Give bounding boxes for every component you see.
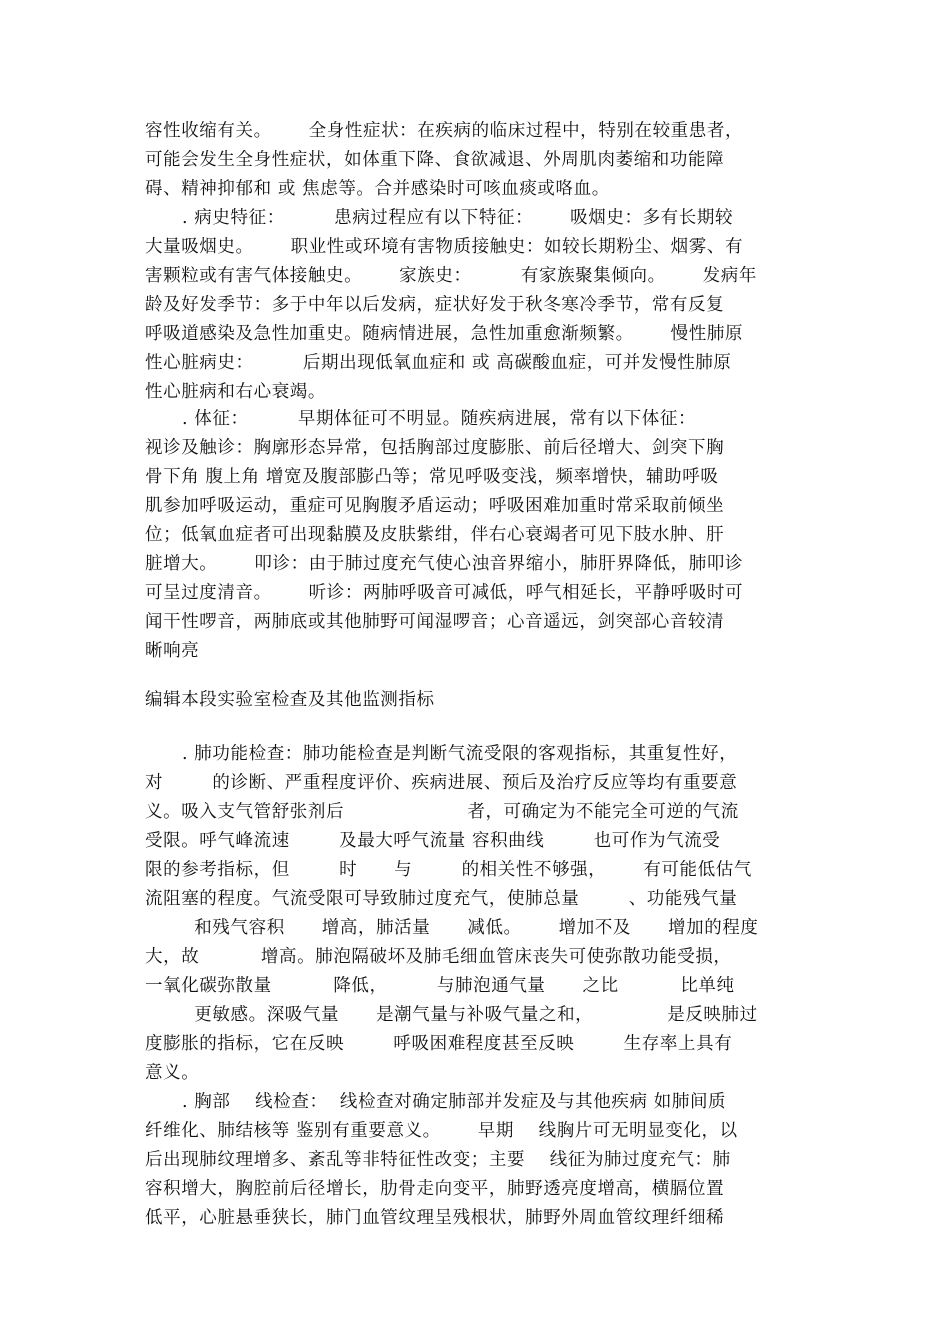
text-line: 脏增大。 叩诊：由于肺过度充气使心浊音界缩小，肺肝界降低，肺叩诊 (145, 554, 744, 574)
text-line: . 肺功能检查：肺功能检查是判断气流受限的客观指标，其重复性好， (145, 744, 738, 764)
text-line: 对 的诊断、严重程度评价、疾病进展、预后及治疗反应等均有重要意 (145, 773, 738, 793)
text-line: 闻干性啰音，两肺底或其他肺野可闻湿啰音；心音遥远，剑突部心音较清 (145, 612, 725, 632)
text-line: . 病史特征： 患病过程应有以下特征： 吸烟史：多有长期较 (145, 208, 734, 228)
text-line: 害颗粒或有害气体接触史。 家族史： 有家族聚集倾向。 发病年 (145, 266, 757, 286)
text-line: . 胸部 线检查： 线检查对确定肺部并发症及与其他疾病 如肺间质 (145, 1092, 727, 1112)
text-line: 一氧化碳弥散量 降低， 与肺泡通气量 之比 比单纯 (145, 976, 735, 996)
text-line: 低平，心脏悬垂狭长，肺门血管纹理呈残根状，肺野外周血管纹理纤细稀 (145, 1208, 725, 1228)
text-line: 性心脏病史： 后期出现低氧血症和 或 高碳酸血症，可并发慢性肺原 (145, 353, 732, 373)
text-line: 性心脏病和右心衰竭。 (145, 382, 326, 402)
text-line: 受限。呼气峰流速 及最大呼气流量 容积曲线 也可作为气流受 (145, 831, 721, 851)
text-line: 流阻塞的程度。气流受限可导致肺过度充气，使肺总量 、功能残气量 (145, 889, 738, 909)
text-line: 晰响亮 (145, 641, 200, 661)
text-line: 可呈过度清音。 听诊：两肺呼吸音可减低，呼气相延长，平静呼吸时可 (145, 583, 744, 603)
text-line: 肌参加呼吸运动，重症可见胸腹矛盾运动；呼吸困难加重时常采取前倾坐 (145, 496, 725, 516)
text-line: 骨下角 腹上角 增宽及腹部膨凸等；常见呼吸变浅，频率增快，辅助呼吸 (145, 467, 719, 487)
text-line: 大量吸烟史。 职业性或环境有害物质接触史：如较长期粉尘、烟雾、有 (145, 237, 744, 257)
text-line: 大，故 增高。肺泡隔破坏及肺毛细血管床丧失可使弥散功能受损， (145, 947, 732, 967)
section-heading: 编辑本段实验室检查及其他监测指标 (145, 690, 435, 710)
text-line: 碍、精神抑郁和 或 焦虑等。合并感染时可咳血痰或咯血。 (145, 179, 610, 199)
text-line: 义。吸入支气管舒张剂后 者，可确定为不能完全可逆的气流 (145, 802, 739, 822)
text-line: 意义。 (145, 1063, 200, 1083)
text-line: 容性收缩有关。 全身性症状：在疾病的临床过程中，特别在较重患者， (145, 121, 744, 141)
text-line: 视诊及触诊：胸廓形态异常，包括胸部过度膨胀、前后径增大、剑突下胸 (145, 438, 725, 458)
text-line: 呼吸道感染及急性加重史。随病情进展，急性加重愈渐频繁。 慢性肺原 (145, 324, 744, 344)
text-line: 龄及好发季节：多于中年以后发病，症状好发于秋冬寒冷季节，常有反复 (145, 295, 725, 315)
text-line: 限的参考指标，但 时 与 的相关性不够强， 有可能低估气 (145, 860, 752, 880)
text-line: 纤维化、肺结核等 鉴别有重要意义。 早期 线胸片可无明显变化，以 (145, 1121, 738, 1141)
text-line: 可能会发生全身性症状，如体重下降、食欲减退、外周肌肉萎缩和功能障 (145, 150, 725, 170)
text-line: 更敏感。深吸气量 是潮气量与补吸气量之和， 是反映肺过 (145, 1005, 758, 1025)
text-line: 后出现肺纹理增多、紊乱等非特征性改变；主要 线征为肺过度充气：肺 (145, 1150, 731, 1170)
text-line: 和残气容积 增高，肺活量 减低。 增加不及 增加的程度 (145, 918, 759, 938)
text-line: 位；低氧血症者可出现黏膜及皮肤紫绀，伴右心衰竭者可见下肢水肿、肝 (145, 525, 725, 545)
text-line: . 体征： 早期体征可不明显。随疾病进展，常有以下体征： (145, 409, 697, 429)
text-line: 度膨胀的指标，它在反映 呼吸困难程度甚至反映 生存率上具有 (145, 1034, 733, 1054)
text-line: 容积增大，胸腔前后径增长，肋骨走向变平，肺野透亮度增高，横膈位置 (145, 1179, 725, 1199)
